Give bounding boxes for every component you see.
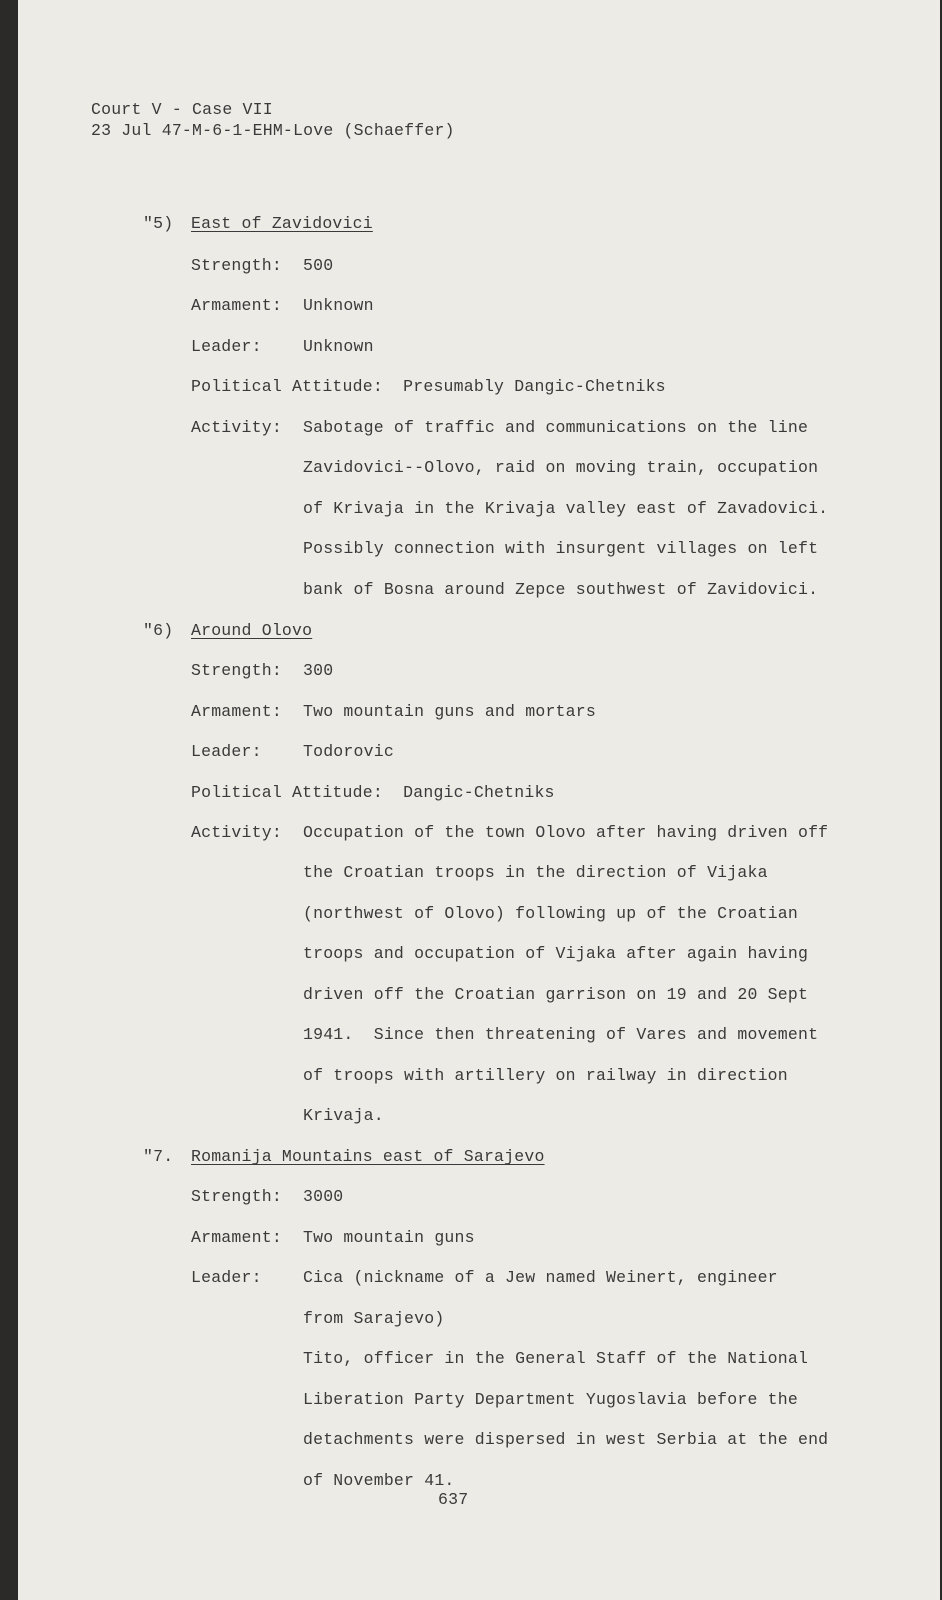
section-title: Around Olovo bbox=[191, 621, 313, 640]
armament-value: Two mountain guns bbox=[303, 1228, 475, 1247]
section-title: Romanija Mountains east of Sarajevo bbox=[191, 1147, 545, 1166]
armament-value: Unknown bbox=[303, 296, 374, 315]
section-title: East of Zavidovici bbox=[191, 214, 373, 233]
section-number: "5) bbox=[143, 214, 174, 233]
case-header: Court V - Case VII bbox=[91, 100, 273, 119]
activity-line: Occupation of the town Olovo after having driven off bbox=[303, 823, 829, 842]
activity-line: Zavidovici--Olovo, raid on moving train, occupation bbox=[303, 458, 819, 477]
leader-line: Liberation Party Department Yugoslavia before the bbox=[303, 1390, 798, 1409]
strength-label: Strength: bbox=[191, 661, 282, 680]
leader-line: from Sarajevo) bbox=[303, 1309, 445, 1328]
activity-label: Activity: bbox=[191, 823, 282, 842]
leader-line: Tito, officer in the General Staff of the National bbox=[303, 1349, 809, 1368]
activity-line: Possibly connection with insurgent villages on left bbox=[303, 539, 819, 558]
political-attitude: Political Attitude: Presumably Dangic-Chetniks bbox=[191, 377, 666, 396]
section-number: "7. bbox=[143, 1147, 174, 1166]
strength-value: 300 bbox=[303, 661, 334, 680]
leader-label: Leader: bbox=[191, 742, 262, 761]
strength-label: Strength: bbox=[191, 1187, 282, 1206]
activity-line: Krivaja. bbox=[303, 1106, 384, 1125]
strength-label: Strength: bbox=[191, 256, 282, 275]
activity-line: Sabotage of traffic and communications on the line bbox=[303, 418, 809, 437]
armament-value: Two mountain guns and mortars bbox=[303, 702, 596, 721]
activity-line: bank of Bosna around Zepce southwest of Zavidovici. bbox=[303, 580, 819, 599]
strength-value: 3000 bbox=[303, 1187, 344, 1206]
section-number: "6) bbox=[143, 621, 174, 640]
record-header: 23 Jul 47-M-6-1-EHM-Love (Schaeffer) bbox=[91, 121, 455, 140]
armament-label: Armament: bbox=[191, 296, 282, 315]
leader-line: of November 41. bbox=[303, 1471, 455, 1490]
strength-value: 500 bbox=[303, 256, 334, 275]
activity-line: troops and occupation of Vijaka after again having bbox=[303, 944, 809, 963]
leader-label: Leader: bbox=[191, 337, 262, 356]
political-attitude: Political Attitude: Dangic-Chetniks bbox=[191, 783, 555, 802]
page-number: 637 bbox=[438, 1490, 469, 1509]
activity-line: (northwest of Olovo) following up of the Croatian bbox=[303, 904, 798, 923]
activity-label: Activity: bbox=[191, 418, 282, 437]
activity-line: of Krivaja in the Krivaja valley east of Zavadovici. bbox=[303, 499, 829, 518]
armament-label: Armament: bbox=[191, 1228, 282, 1247]
armament-label: Armament: bbox=[191, 702, 282, 721]
leader-value: Todorovic bbox=[303, 742, 394, 761]
activity-line: the Croatian troops in the direction of Vijaka bbox=[303, 863, 768, 882]
leader-line: detachments were dispersed in west Serbia at the end bbox=[303, 1430, 829, 1449]
document-page bbox=[18, 0, 940, 1600]
activity-line: 1941. Since then threatening of Vares and movement bbox=[303, 1025, 819, 1044]
leader-line: Cica (nickname of a Jew named Weinert, engineer bbox=[303, 1268, 778, 1287]
leader-value: Unknown bbox=[303, 337, 374, 356]
leader-label: Leader: bbox=[191, 1268, 262, 1287]
activity-line: driven off the Croatian garrison on 19 and 20 Sept bbox=[303, 985, 809, 1004]
activity-line: of troops with artillery on railway in direction bbox=[303, 1066, 788, 1085]
